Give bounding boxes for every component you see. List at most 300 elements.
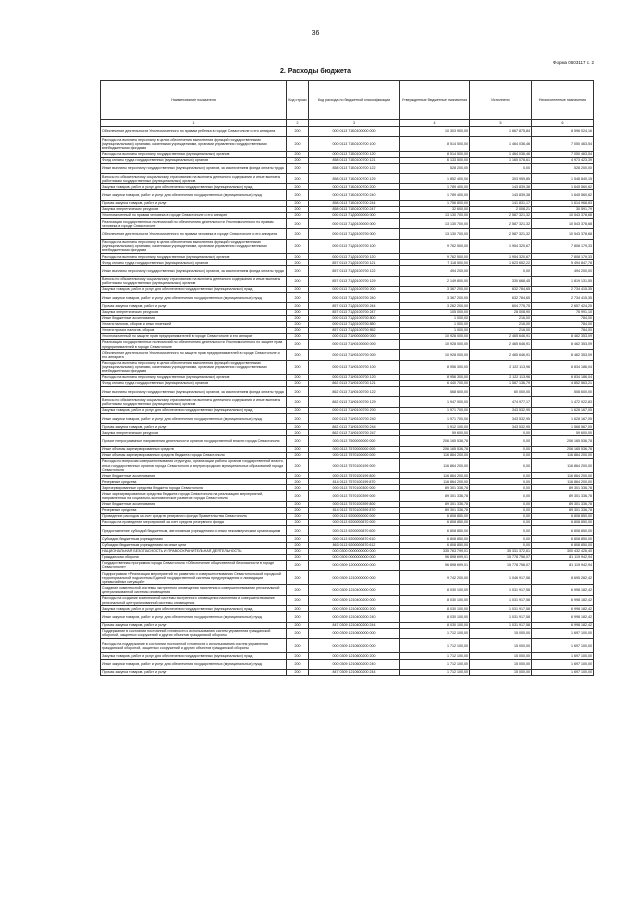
row-remaining: 784,00 xyxy=(532,327,594,333)
row-line-code: 200 xyxy=(287,387,309,397)
row-executed: 216,00 xyxy=(470,315,532,321)
row-line-code: 200 xyxy=(287,293,309,303)
col-header-line: Код строки xyxy=(287,81,309,120)
row-approved: 8 030 100,00 xyxy=(400,622,470,628)
table-row xyxy=(101,229,594,239)
row-budget-code: 000 0113 71Б0100700 100 xyxy=(309,137,400,151)
row-executed: 0,00 xyxy=(470,479,532,485)
row-name: Уплата прочих налогов, сборов xyxy=(101,327,287,333)
row-approved: 1 852 400,00 xyxy=(400,174,470,184)
row-remaining: 1 614 968,83 xyxy=(532,200,594,206)
row-remaining: 1 645 560,62 xyxy=(532,184,594,190)
row-executed: 15 000,00 xyxy=(470,659,532,669)
row-budget-code: 857 0113 71Д0100700 122 xyxy=(309,266,400,276)
row-line-code: 200 xyxy=(287,458,309,472)
row-remaining: 116 864 200,00 xyxy=(532,479,594,485)
table-row xyxy=(101,458,594,472)
row-approved: 8 514 500,00 xyxy=(400,151,470,157)
row-approved: 8 030 100,00 xyxy=(400,612,470,622)
row-budget-code: 847 0309 1210600200 244 xyxy=(309,669,400,675)
row-approved: 1 712 100,00 xyxy=(400,628,470,638)
row-line-code: 200 xyxy=(287,397,309,407)
row-line-code: 200 xyxy=(287,659,309,669)
row-executed: 343 532,95 xyxy=(470,413,532,423)
row-executed: 0,00 xyxy=(470,526,532,536)
row-remaining: 206 165 536,78 xyxy=(532,436,594,446)
row-name: НАЦИОНАЛЬНАЯ БЕЗОПАСНОСТЬ И ПРАВООХРАНИТЕЛЬНАЯ ДЕЯТЕЛЬНОСТЬ xyxy=(101,548,287,554)
table-body xyxy=(101,126,594,675)
row-remaining: 528 200,00 xyxy=(532,163,594,173)
row-remaining: 8 596 024,16 xyxy=(532,126,594,136)
row-line-code: 200 xyxy=(287,554,309,560)
row-executed: 303 959,85 xyxy=(470,174,532,184)
row-remaining: 8 462 353,09 xyxy=(532,333,594,339)
row-name: Взносы по обязательному социальному страхованию на выплаты денежного содержания и иные выплаты работникам государственных (муниципальных) органов xyxy=(101,397,287,407)
row-name: Закупка товаров, работ и услуг для обеспечения государственных (муниципальных) нужд xyxy=(101,606,287,612)
row-name: Закупка энергетических ресурсов xyxy=(101,309,287,315)
row-line-code: 200 xyxy=(287,229,309,239)
row-line-code: 200 xyxy=(287,219,309,229)
row-line-code: 200 xyxy=(287,239,309,253)
row-name: Иные закупки товаров, работ и услуг для обеспечения государственных (муниципальных) нужд xyxy=(101,659,287,669)
row-remaining: 89 301 336,78 xyxy=(532,485,594,491)
row-line-code: 200 xyxy=(287,266,309,276)
row-name: Иные выплаты персоналу государственных (муниципальных) органов, за исключением фонда оплаты труда xyxy=(101,163,287,173)
row-line-code: 200 xyxy=(287,151,309,157)
row-budget-code: 857 0113 71Д0100700 129 xyxy=(309,276,400,286)
row-budget-code: 000 0309 1200000000 000 xyxy=(309,560,400,570)
row-line-code: 200 xyxy=(287,446,309,452)
row-remaining: 494 200,00 xyxy=(532,266,594,276)
row-name: Расходы на создание комплексной системы экстренного оповещения населения и совершенствование региональной централизованной системы оповещения xyxy=(101,595,287,605)
row-approved: 568 600,00 xyxy=(400,387,470,397)
row-remaining: 6 808 850,00 xyxy=(532,536,594,542)
row-line-code: 200 xyxy=(287,321,309,327)
row-line-code: 200 xyxy=(287,287,309,293)
row-name: Прочая закупка товаров, работ и услуг xyxy=(101,669,287,675)
row-executed: 0,00 xyxy=(470,446,532,452)
row-name: Предоставление субсидий бюджетным, автономным учреждениям и иным некоммерческим организациям xyxy=(101,526,287,536)
table-row xyxy=(101,360,594,374)
row-budget-code: 857 0113 71Д0100700 244 xyxy=(309,303,400,309)
row-budget-code: 000 0113 71Д0100700 240 xyxy=(309,293,400,303)
row-budget-code: 000 0113 7570100399 000 xyxy=(309,491,400,501)
row-remaining: 6 808 850,00 xyxy=(532,513,594,519)
row-line-code: 200 xyxy=(287,501,309,507)
row-executed: 141 831,17 xyxy=(470,200,532,206)
row-approved: 105 000,00 xyxy=(400,309,470,315)
row-line-code: 200 xyxy=(287,526,309,536)
row-budget-code: 000 0309 1210600000 000 xyxy=(309,628,400,638)
row-approved: 96 898 699,01 xyxy=(400,554,470,560)
col-header-approved: Утвержденные бюджетные назначения xyxy=(400,81,470,120)
row-executed: 343 532,95 xyxy=(470,407,532,413)
row-name: Закупка товаров, работ и услуг для обеспечения государственных (муниципальных) нужд xyxy=(101,407,287,413)
row-line-code: 200 xyxy=(287,200,309,206)
row-remaining: 784,00 xyxy=(532,321,594,327)
row-budget-code: 000 0113 71И0100700 000 xyxy=(309,350,400,360)
row-executed: 1 031 917,58 xyxy=(470,622,532,628)
row-approved: 13 130 700,00 xyxy=(400,229,470,239)
row-line-code: 200 xyxy=(287,473,309,479)
row-remaining: 1 697 100,00 xyxy=(532,669,594,675)
row-executed: 216,00 xyxy=(470,321,532,327)
row-name: Расходы на выплаты персоналу государственных (муниципальных) органов xyxy=(101,254,287,260)
row-executed: 2 587 321,32 xyxy=(470,229,532,239)
row-name: Зарезервированные средства бюджета города Севастополя xyxy=(101,485,287,491)
table-row xyxy=(101,174,594,184)
row-line-code: 200 xyxy=(287,542,309,548)
row-line-code: 200 xyxy=(287,157,309,163)
row-budget-code: 000 0113 7570100399 800 xyxy=(309,501,400,507)
row-name: Резервные средства xyxy=(101,507,287,513)
col-index: 5 xyxy=(470,120,532,126)
row-approved: 6 133 500,00 xyxy=(400,157,470,163)
row-budget-code: 000 0309 1210600200 240 xyxy=(309,659,400,669)
row-approved: 1 789 400,00 xyxy=(400,184,470,190)
row-budget-code: 000 0309 1210400000 000 xyxy=(309,585,400,595)
row-budget-code: 857 0113 71Д0100700 247 xyxy=(309,309,400,315)
row-name: Государственная программа города Севастополя «Обеспечение общественной безопасности в городе Севастополе» xyxy=(101,560,287,570)
row-name: Гражданская оборона xyxy=(101,554,287,560)
row-budget-code: 814 0113 7570100199 870 xyxy=(309,479,400,485)
row-approved: 1 712 100,00 xyxy=(400,639,470,653)
row-remaining: 6 998 182,42 xyxy=(532,622,594,628)
row-remaining: 1 819 131,55 xyxy=(532,276,594,286)
row-budget-code: 000 0113 71И0100000 000 xyxy=(309,339,400,349)
row-name: Реализация государственных полномочий по обеспечению деятельности Уполномоченного по правам человека в городе Севастополе xyxy=(101,219,287,229)
row-remaining: 1 628 167,05 xyxy=(532,413,594,423)
row-name: Иные бюджетные ассигнования xyxy=(101,501,287,507)
row-name: Уполномоченный по правам человека в городе Севастополе и его аппарат xyxy=(101,212,287,218)
table-header xyxy=(101,81,594,127)
table-row xyxy=(101,126,594,136)
row-approved: 1 756 800,00 xyxy=(400,200,470,206)
row-name: Иные зарезервированные средства бюджета города Севастополя на реализацию мероприятий, направленных на социально-экономическое развитие города Севастополя xyxy=(101,491,287,501)
row-approved: 1 712 100,00 xyxy=(400,653,470,659)
row-executed: 1 031 917,58 xyxy=(470,595,532,605)
table-row xyxy=(101,397,594,407)
row-budget-code: 000 0113 71Б0100700 120 xyxy=(309,151,400,157)
row-approved: 32 600,00 xyxy=(400,206,470,212)
row-approved: 6 808 850,00 xyxy=(400,542,470,548)
row-budget-code: 000 0113 71Д0100700 120 xyxy=(309,254,400,260)
row-name: Расходы по вопросам совершенствования структуры, организации работы органов государственной власти, иных государственных органов города Севастополя и внутригородских муниципальных образований города Севастополя xyxy=(101,458,287,472)
row-name: Расходы на выплаты персоналу в целях обеспечения выполнения функций государственными (муниципальными) органами, казенными учреждениями, органами управления государственными внебюджетными фондами xyxy=(101,239,287,253)
row-budget-code: 000 0309 1210400200 000 xyxy=(309,595,400,605)
row-approved: 8 030 100,00 xyxy=(400,606,470,612)
row-name: Иные закупки товаров, работ и услуг для обеспечения государственных (муниципальных) нужд xyxy=(101,413,287,423)
row-executed: 1 954 320,67 xyxy=(470,254,532,260)
row-executed: 2 008,21 xyxy=(470,206,532,212)
row-remaining: 8 462 353,09 xyxy=(532,350,594,360)
row-line-code: 200 xyxy=(287,612,309,622)
row-approved: 1 971 700,00 xyxy=(400,407,470,413)
row-name: Уполномоченный по защите прав предпринимателей в городе Севастополе и его аппарат xyxy=(101,333,287,339)
row-line-code: 200 xyxy=(287,374,309,380)
row-remaining: 7 050 463,54 xyxy=(532,137,594,151)
row-line-code: 200 xyxy=(287,137,309,151)
row-budget-code: 858 0113 71Б0100700 121 xyxy=(309,157,400,163)
row-approved: 8 956 300,00 xyxy=(400,360,470,374)
row-name: Взносы по обязательному социальному страхованию на выплаты денежного содержания и иные выплаты работникам государственных (муниципальных) органов xyxy=(101,276,287,286)
row-budget-code: 862 0113 71И0100700 244 xyxy=(309,424,400,430)
row-remaining: 116 864 200,00 xyxy=(532,452,594,458)
row-budget-code: 000 0113 9200000000 000 xyxy=(309,513,400,519)
row-remaining: 7 050 463,54 xyxy=(532,151,594,157)
row-budget-code: 857 0113 71Д0100700 852 xyxy=(309,327,400,333)
row-line-code: 200 xyxy=(287,513,309,519)
row-executed: 1 587 136,79 xyxy=(470,381,532,387)
row-name: Иные объемы зарезервированных средств xyxy=(101,446,287,452)
row-name: Расходы на выплаты персоналу государственных (муниципальных) органов xyxy=(101,374,287,380)
row-approved: 116 864 200,00 xyxy=(400,452,470,458)
row-budget-code: 000 0309 0000000000 000 xyxy=(309,554,400,560)
row-executed: 0,00 xyxy=(470,542,532,548)
row-executed: 2 587 321,32 xyxy=(470,219,532,229)
row-remaining: 1 697 100,00 xyxy=(532,628,594,638)
row-executed: 474 977,17 xyxy=(470,397,532,407)
row-budget-code: 862 0113 71И0100700 122 xyxy=(309,387,400,397)
table-row xyxy=(101,239,594,253)
row-approved: 89 301 336,78 xyxy=(400,501,470,507)
row-remaining: 2 657 424,25 xyxy=(532,303,594,309)
row-approved: 9 762 500,00 xyxy=(400,239,470,253)
row-remaining: 8 695 282,42 xyxy=(532,571,594,585)
row-line-code: 200 xyxy=(287,507,309,513)
row-name: Фонд оплаты труда государственных (муниципальных) органов xyxy=(101,381,287,387)
row-remaining: 7 808 179,33 xyxy=(532,254,594,260)
row-executed: 143 839,38 xyxy=(470,190,532,200)
row-remaining: 76 991,10 xyxy=(532,309,594,315)
row-approved: 1 000,00 xyxy=(400,327,470,333)
row-remaining: 508 600,00 xyxy=(532,387,594,397)
row-approved: 89 301 336,78 xyxy=(400,491,470,501)
row-approved: 1 789 400,00 xyxy=(400,190,470,200)
row-approved: 89 301 336,78 xyxy=(400,485,470,491)
row-line-code: 200 xyxy=(287,424,309,430)
row-remaining: 6 834 186,04 xyxy=(532,374,594,380)
row-remaining: 6 998 182,42 xyxy=(532,612,594,622)
table-row xyxy=(101,585,594,595)
row-executed: 0,00 xyxy=(470,163,532,173)
table-row xyxy=(101,219,594,229)
row-remaining: 1 645 560,62 xyxy=(532,190,594,200)
row-approved: 206 165 536,78 xyxy=(400,446,470,452)
row-executed: 2 587 321,32 xyxy=(470,212,532,218)
table-row xyxy=(101,339,594,349)
row-line-code: 200 xyxy=(287,606,309,612)
row-remaining: 1 628 167,05 xyxy=(532,407,594,413)
row-remaining: 1 568 567,05 xyxy=(532,424,594,430)
row-budget-code: 000 0113 71Д0100700 850 xyxy=(309,321,400,327)
row-budget-code: 000 0113 7570100199 800 xyxy=(309,473,400,479)
row-remaining: 59 600,00 xyxy=(532,430,594,436)
row-line-code: 200 xyxy=(287,254,309,260)
row-approved: 116 864 200,00 xyxy=(400,473,470,479)
row-line-code: 200 xyxy=(287,436,309,446)
row-executed: 2 465 646,91 xyxy=(470,350,532,360)
row-remaining: 10 543 378,68 xyxy=(532,229,594,239)
row-line-code: 200 xyxy=(287,190,309,200)
row-remaining: 10 543 378,68 xyxy=(532,219,594,229)
row-executed: 0,00 xyxy=(470,520,532,526)
row-name: Проведение расходов за счет средств резервного фонда Правительства Севастополя xyxy=(101,513,287,519)
row-approved: 6 808 850,00 xyxy=(400,526,470,536)
row-budget-code: 000 0113 71Д0000000 000 xyxy=(309,212,400,218)
row-name: Субсидии бюджетным учреждениям xyxy=(101,536,287,542)
col-index: 4 xyxy=(400,120,470,126)
table-row xyxy=(101,639,594,653)
row-line-code: 200 xyxy=(287,381,309,387)
row-remaining: 6 998 182,42 xyxy=(532,606,594,612)
row-approved: 1 000,00 xyxy=(400,315,470,321)
row-remaining: 81 119 942,94 xyxy=(532,554,594,560)
row-name: Закупка энергетических ресурсов xyxy=(101,430,287,436)
row-remaining: 2 734 415,35 xyxy=(532,293,594,303)
row-remaining: 1 472 022,83 xyxy=(532,397,594,407)
row-line-code: 200 xyxy=(287,413,309,423)
row-line-code: 200 xyxy=(287,560,309,570)
table-row xyxy=(101,612,594,622)
row-budget-code: 000 0113 71Д0100700 800 xyxy=(309,315,400,321)
row-approved: 528 200,00 xyxy=(400,163,470,173)
row-name: Фонд оплаты труда государственных (муниципальных) органов xyxy=(101,260,287,266)
row-budget-code: 000 0113 7500000000 000 xyxy=(309,436,400,446)
row-executed: 2 465 646,91 xyxy=(470,339,532,349)
row-budget-code: 000 0113 9200000870 610 xyxy=(309,536,400,542)
row-budget-code: 814 0113 7570100399 870 xyxy=(309,507,400,513)
row-executed: 1 464 036,46 xyxy=(470,137,532,151)
row-remaining: 6 808 850,00 xyxy=(532,526,594,536)
row-executed: 15 000,00 xyxy=(470,628,532,638)
row-name: Субсидии бюджетным учреждениям на иные цели xyxy=(101,542,287,548)
row-budget-code: 863 0113 9200000870 612 xyxy=(309,542,400,548)
col-header-remaining: Неисполненные назначения xyxy=(532,81,594,120)
table-row xyxy=(101,595,594,605)
col-index: 1 xyxy=(101,120,287,126)
row-approved: 6 440 700,00 xyxy=(400,381,470,387)
row-budget-code: 000 0309 1210600200 000 xyxy=(309,639,400,653)
table-row xyxy=(101,387,594,397)
row-budget-code: 862 0113 71И0100700 121 xyxy=(309,381,400,387)
row-name: Обеспечение деятельности Уполномоченного по правам человека в городе Севастополе и его аппарата xyxy=(101,229,287,239)
row-approved: 3 262 200,00 xyxy=(400,303,470,309)
row-budget-code: 858 0113 71Б0100700 244 xyxy=(309,200,400,206)
row-executed: 28 008,90 xyxy=(470,309,532,315)
row-approved: 8 514 500,00 xyxy=(400,137,470,151)
table-row xyxy=(101,163,594,173)
table-row xyxy=(101,491,594,501)
row-budget-code: 000 0113 71Д0100000 000 xyxy=(309,219,400,229)
row-line-code: 200 xyxy=(287,260,309,266)
table-row xyxy=(101,137,594,151)
row-remaining: 6 998 182,42 xyxy=(532,585,594,595)
row-line-code: 200 xyxy=(287,163,309,173)
table-row xyxy=(101,571,594,585)
row-remaining: 30 591,79 xyxy=(532,206,594,212)
row-name: Закупка энергетических ресурсов xyxy=(101,206,287,212)
row-name: Резервные средства xyxy=(101,479,287,485)
row-budget-code: 862 0113 71И0100700 247 xyxy=(309,430,400,436)
table-row xyxy=(101,659,594,669)
row-name: Обеспечение деятельности Уполномоченного по защите прав предпринимателей в городе Севастополе и его аппарата xyxy=(101,350,287,360)
row-remaining: 10 543 378,68 xyxy=(532,212,594,218)
row-approved: 1 971 700,00 xyxy=(400,413,470,423)
row-approved: 59 600,00 xyxy=(400,430,470,436)
row-line-code: 200 xyxy=(287,536,309,542)
row-budget-code: 000 0113 71И0100700 120 xyxy=(309,374,400,380)
row-name: Иные закупки товаров, работ и услуг для обеспечения государственных (муниципальных) нужд xyxy=(101,190,287,200)
row-executed: 1 046 917,58 xyxy=(470,571,532,585)
row-approved: 1 712 100,00 xyxy=(400,669,470,675)
row-approved: 6 808 850,00 xyxy=(400,513,470,519)
row-line-code: 200 xyxy=(287,333,309,339)
row-name: Закупка товаров, работ и услуг для обеспечения государственных (муниципальных) нужд xyxy=(101,653,287,659)
row-name: Иные бюджетные ассигнования xyxy=(101,473,287,479)
row-executed: 1 031 917,58 xyxy=(470,612,532,622)
row-name: Создание комплексной системы экстренного оповещения населения и совершенствование региональной централизованной системы оповещения xyxy=(101,585,287,595)
row-remaining: 8 462 353,09 xyxy=(532,339,594,349)
row-approved: 10 303 900,00 xyxy=(400,126,470,136)
row-name: Поддержание в состоянии постоянной готовности к использованию систем управления гражданской обороной, защитных сооружений и других объектов гражданской обороны xyxy=(101,628,287,638)
col-index: 3 xyxy=(309,120,400,126)
row-budget-code: 000 0113 7570100199 000 xyxy=(309,458,400,472)
row-executed: 0,00 xyxy=(470,458,532,472)
row-remaining: 206 165 536,78 xyxy=(532,446,594,452)
row-budget-code: 000 0300 0000000000 000 xyxy=(309,548,400,554)
row-executed: 1 667 875,84 xyxy=(470,126,532,136)
row-name: Иные объемы зарезервированных средств бюджета города Севастополя xyxy=(101,452,287,458)
row-budget-code: 000 0113 71И0000000 000 xyxy=(309,333,400,339)
row-approved: 6 808 850,00 xyxy=(400,536,470,542)
row-executed: 15 778 756,07 xyxy=(470,560,532,570)
row-name: Расходы на выплаты персоналу в целях обеспечения выполнения функций государственными (муниципальными) органами, казенными учреждениями, органами управления государственными внебюджетными фондами xyxy=(101,137,287,151)
row-name: Расходы на поддержание в состоянии постоянной готовности к использованию систем управления гражданской обороной, защитных сооружений и других объектов гражданской обороны xyxy=(101,639,287,653)
row-remaining: 4 973 423,39 xyxy=(532,157,594,163)
row-budget-code: 000 0113 71И0100700 240 xyxy=(309,413,400,423)
table-row xyxy=(101,560,594,570)
row-remaining: 116 864 200,00 xyxy=(532,458,594,472)
col-header-code: Код расхода по бюджетной классификации xyxy=(309,81,400,120)
row-executed: 604 775,75 xyxy=(470,303,532,309)
row-remaining: 81 119 942,94 xyxy=(532,560,594,570)
row-approved: 96 898 699,01 xyxy=(400,560,470,570)
row-remaining: 89 301 336,78 xyxy=(532,491,594,501)
row-line-code: 200 xyxy=(287,452,309,458)
row-name: Прочие непрограммные направления деятельности органов государственной власти города Севастополя xyxy=(101,436,287,446)
row-executed: 2 122 113,96 xyxy=(470,360,532,374)
row-remaining: 1 697 100,00 xyxy=(532,653,594,659)
row-name: Закупка товаров, работ и услуг для обеспечения государственных (муниципальных) нужд xyxy=(101,184,287,190)
row-budget-code: 000 0309 1210400200 240 xyxy=(309,612,400,622)
row-approved: 6 808 850,00 xyxy=(400,520,470,526)
page-number: 36 xyxy=(311,30,320,37)
row-line-code: 200 xyxy=(287,622,309,628)
row-remaining: 4 852 563,21 xyxy=(532,381,594,387)
row-approved: 494 200,00 xyxy=(400,266,470,276)
row-budget-code: 000 0113 9200000870 000 xyxy=(309,520,400,526)
row-executed: 0,00 xyxy=(470,513,532,519)
row-line-code: 200 xyxy=(287,315,309,321)
row-line-code: 200 xyxy=(287,184,309,190)
row-name: Иные выплаты персоналу государственных (муниципальных) органов, за исключением фонда оплаты труда xyxy=(101,387,287,397)
col-index: 2 xyxy=(287,120,309,126)
row-executed: 15 000,00 xyxy=(470,669,532,675)
row-approved: 1 912 100,00 xyxy=(400,424,470,430)
row-budget-code: 862 0113 71И0100700 129 xyxy=(309,397,400,407)
row-remaining: 116 864 200,00 xyxy=(532,473,594,479)
